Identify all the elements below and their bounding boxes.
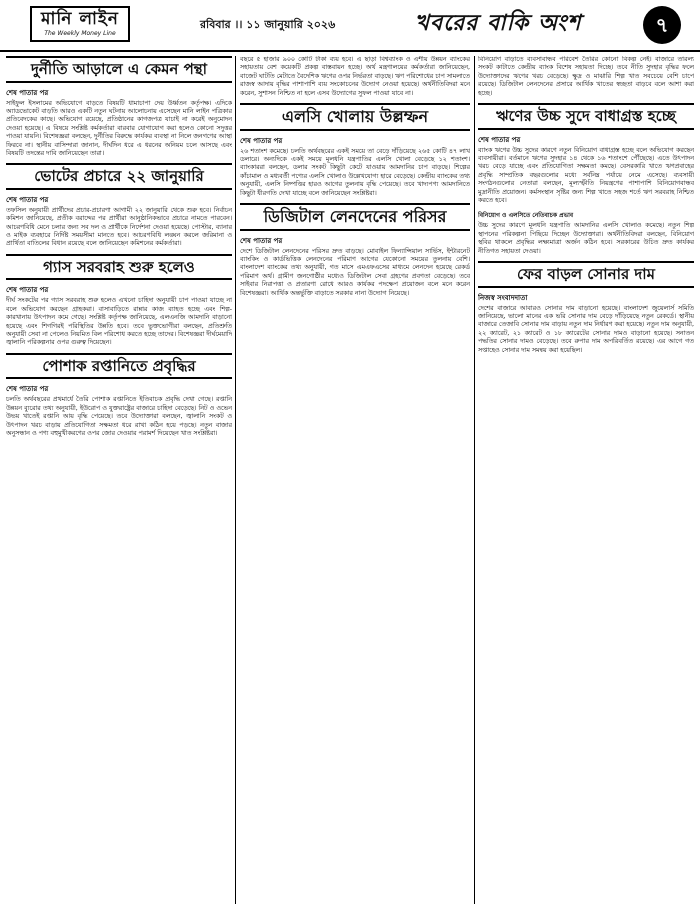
article-kicker: শেষ পাতার পর	[6, 195, 49, 204]
article-gas	[6, 254, 232, 348]
article-lc	[240, 103, 470, 198]
article-kicker: শেষ পাতার পর	[240, 236, 283, 245]
article-body: দেশে ডিজিটাল লেনদেনের পরিসর দ্রুত বাড়ছে। মোবাইল ফিন্যান্সিয়াল সার্ভিস, ইন্টারনেট ব্যাংকিং ও কার্ডভিত্তিক লেনদেনের পরিমাণ আগের যেকোনো সময়ের তুলনায় বেশি। বাংলাদেশ ব্যাংকের তথ্য অনুযায়ী, গত মাসে এমএফএসের মাধ্যমে লেনদেন হয়েছে রেকর্ড পরিমাণ অর্থ। গ্রামীণ জনগোষ্ঠীর মধ্যেও ডিজিটাল সেবা গ্রহণের প্রবণতা বেড়েছে। তবে সাইবার নিরাপত্তা ও প্রতারণা রোধে আরও কার্যকর পদক্ষেপ প্রয়োজন বলে মনে করেন বিশেষজ্ঞরা। আর্থিক অন্তর্ভুক্তি বাড়াতে সরকার নানা উদ্যোগ নিয়েছে।	[240, 247, 470, 297]
article-subhead: বিনিয়োগ ও এলসিতে নেতিবাচক প্রভাব	[478, 212, 574, 220]
column-divider	[474, 56, 475, 904]
issue-date: রবিবার ।। ১১ জানুয়ারি ২০২৬	[200, 18, 336, 31]
article-loan	[478, 103, 694, 256]
article-gold	[478, 261, 694, 355]
article-body: ব্যাংক ঋণের উচ্চ সুদের কারণে নতুন বিনিয়োগ বাধাগ্রস্ত হচ্ছে বলে অভিযোগ করছেন ব্যবসায়ীরা। বর্তমানে ঋণের সুদহার ১৪ থেকে ১৬ শতাংশে পৌঁছেছে। এতে উৎপাদন খরচ বেড়ে যাচ্ছে এবং প্রতিযোগিতা সক্ষমতা কমছে। বেসরকারি খাতে ঋণপ্রবাহের প্রবৃদ্ধি সাম্প্রতিক বছরগুলোর মধ্যে সর্বনিম্ন পর্যায়ে নেমে এসেছে। ব্যবসায়ী সংগঠনগুলোর নেতারা বলছেন, মূল্যস্ফীতি নিয়ন্ত্রণের পাশাপাশি বিনিয়োগবান্ধব মুদ্রানীতি প্রয়োজন। কর্মসংস্থান সৃষ্টির জন্য শিল্প খাতে সহজ শর্তে ঋণ সরবরাহ নিশ্চিত করতে হবে।	[478, 146, 694, 204]
article-kicker: শেষ পাতার পর	[240, 136, 283, 145]
article-continuation	[478, 56, 694, 98]
article-garments	[6, 353, 232, 439]
article-body: তফসিল অনুযায়ী প্রার্থীদের প্রচার-প্রচারণা আগামী ২২ জানুয়ারি থেকে শুরু হবে। নির্বাচন কমিশন জানিয়েছে, প্রতীক বরাদ্দের পর প্রার্থীরা আনুষ্ঠানিকভাবে প্রচারে নামতে পারবেন। আচরণবিধি মেনে চলার জন্য সব দল ও প্রার্থীকে নির্দেশনা দেওয়া হয়েছে। পোস্টার, ব্যানার ও মাইক ব্যবহারে নির্দিষ্ট সময়সীমা মানতে হবে। আচরণবিধি লঙ্ঘন করলে জরিমানা ও প্রার্থিতা বাতিলের বিধান রয়েছে বলে জানিয়েছেন কমিশনের কর্মকর্তারা।	[6, 206, 232, 248]
article-body: বিনিয়োগ বাড়াতে ব্যবসাবান্ধব পরিবেশ তৈরির কোনো বিকল্প নেই। বাজারে তারল্য সংকট কাটাতে কেন্দ্রীয় ব্যাংক বিশেষ সহায়তা দিচ্ছে। তবে নীতি সুদহার বৃদ্ধির ফলে উদ্যোক্তাদের ঋণের খরচ বেড়েছে। ক্ষুদ্র ও মাঝারি শিল্প খাত সবচেয়ে বেশি চাপে রয়েছে। ডিজিটাল লেনদেনের প্রসারে আর্থিক খাতের স্বচ্ছতা বাড়বে বলে আশা করা হচ্ছে।	[478, 56, 694, 97]
brand-name: মানি লাইন	[41, 9, 119, 29]
column-divider	[235, 56, 236, 904]
article-kicker: নিজস্ব সংবাদদাতা	[478, 293, 528, 302]
article-continuation	[240, 56, 470, 98]
article-headline: এলসি খোলায় উল্লম্ফন	[240, 103, 470, 131]
article-headline: ফের বাড়ল সোনার দাম	[478, 261, 694, 288]
masthead	[0, 0, 700, 52]
article-body: চলতি অর্থবছরের প্রথমার্ধে তৈরি পোশাক রপ্তানিতে ইতিবাচক প্রবৃদ্ধি দেখা গেছে। রপ্তানি উন্নয়ন ব্যুরোর তথ্য অনুযায়ী, ইউরোপ ও যুক্তরাষ্ট্রের বাজারে চাহিদা বেড়েছে। নিট ও ওভেন উভয় খাতেই রপ্তানি আয় বৃদ্ধি পেয়েছে। তবে উদ্যোক্তারা বলছেন, জ্বালানি সংকট ও উৎপাদন খরচ বাড়ায় প্রতিযোগিতা সক্ষমতা ধরে রাখা কঠিন হয়ে পড়ছে। নতুন বাজার অনুসন্ধান ও পণ্য বহুমুখীকরণের ওপর জোর দেওয়ার পরামর্শ দিয়েছেন খাত সংশ্লিষ্টরা।	[6, 396, 232, 437]
brand-logo	[30, 6, 130, 42]
article-kicker: শেষ পাতার পর	[6, 385, 49, 394]
article-corruption	[6, 56, 232, 158]
article-headline: পোশাক রপ্তানিতে প্রবৃদ্ধির	[6, 353, 232, 380]
article-digital	[240, 203, 470, 298]
article-body: উচ্চ সুদের কারণে মূলধনি যন্ত্রপাতি আমদানির এলসি খোলাও কমেছে। নতুন শিল্প স্থাপনের পরিকল্পনা পিছিয়ে দিচ্ছেন উদ্যোক্তারা। অর্থনীতিবিদরা বলছেন, বিনিয়োগ স্থবির থাকলে প্রবৃদ্ধির লক্ষ্যমাত্রা অর্জন কঠিন হবে। সরকারের উচিত দ্রুত কার্যকর নীতিগত সহায়তা দেওয়া।	[478, 222, 694, 255]
article-body: ২৬ শতাংশ কমেছে। চলতি অর্থবছরের একই সময়ে তা বেড়ে দাঁড়িয়েছে ২৬৫ কোটি ৪৭ লাখ ডলারে। অন্যদিকে একই সময়ে মূলধনি যন্ত্রপাতির এলসি খোলা বেড়েছে ১২ শতাংশ। ব্যাংকাররা বলছেন, ডলার সংকট কিছুটা কেটে যাওয়ায় আমদানির চাপ বাড়ছে। শিল্পের কাঁচামাল ও মধ্যবর্তী পণ্যের এলসি খোলাও উল্লেখযোগ্য হারে বেড়েছে। কেন্দ্রীয় ব্যাংকের তথ্য অনুযায়ী, এলসি নিষ্পত্তির হারও আগের তুলনায় বৃদ্ধি পেয়েছে। তবে খাদ্যপণ্য আমদানিতে কিছুটা ধীরগতি দেখা যাচ্ছে বলে জানিয়েছেন সংশ্লিষ্টরা।	[240, 147, 470, 197]
article-body: দেশের বাজারে আবারও সোনার দাম বাড়ানো হয়েছে। বাংলাদেশ জুয়েলার্স সমিতি জানিয়েছে, ভালো মানের এক ভরি সোনার দাম বেড়ে দাঁড়িয়েছে নতুন রেকর্ডে। স্থানীয় বাজারে তেজাবি সোনার দাম বাড়ায় নতুন দাম নির্ধারণ করা হয়েছে। নতুন দাম অনুযায়ী, ২২ ক্যারেট, ২১ ক্যারেট ও ১৮ ক্যারেটের সোনার দামও বাড়ানো হয়েছে। সনাতন পদ্ধতির সোনার দামও বেড়েছে। তবে রুপার দাম অপরিবর্তিত রয়েছে। এর আগে গত সপ্তাহেও সোনার দাম সমন্বয় করা হয়েছিল।	[478, 304, 694, 354]
article-headline: গ্যাস সরবরাহ শুরু হলেও	[6, 254, 232, 281]
article-headline: দুর্নীতি আড়ালে এ কেমন পন্থা	[6, 56, 232, 83]
article-body: সাইফুল ইসলামের অভিযোগে বাড়তে বিষয়টি ধামাচাপা দেয় উর্ধ্বতন কর্তৃপক্ষ। এদিকে অ্যাডভোকেট বাড়তি আরও একটি নতুন ঘটনায় আলোচনায় এসেছেন মানি লাইন পত্রিকার প্রতিবেদকের কাছে। অভিযোগ রয়েছে, প্রতিষ্ঠানের কাগজপত্র যাচাই না করেই অনুমোদন দেওয়া হয়েছে। এ বিষয়ে সংশ্লিষ্ট কর্মকর্তারা বারবার যোগাযোগ করা হলেও কোনো সদুত্তর পাওয়া যায়নি। বিশেষজ্ঞরা বলছেন, দুর্নীতির বিরুদ্ধে কার্যকর ব্যবস্থা না নিলে জনগণের আস্থা ফিরবে না। স্থানীয় বাসিন্দারা জানান, দীর্ঘদিন ধরে এ ধরনের অনিয়ম চলে আসছে এবং বিষয়টি তদন্তের দাবি জানিয়েছেন তারা।	[6, 99, 232, 157]
article-body: দীর্ঘ সংকটের পর গ্যাস সরবরাহ শুরু হলেও এখনো চাহিদা অনুযায়ী চাপ পাওয়া যাচ্ছে না বলে অভিযোগ করছেন গ্রাহকরা। বাসাবাড়িতে রান্নার কাজ ব্যাহত হচ্ছে এবং শিল্প-কারখানায় উৎপাদন কমে গেছে। সংশ্লিষ্ট কর্তৃপক্ষ জানিয়েছে, এলএনজি আমদানি বাড়ানো হয়েছে এবং শিগগিরই পরিস্থিতির উন্নতি হবে। তবে ভুক্তভোগীরা বলছেন, প্রতিশ্রুতি অনুযায়ী সেবা না পেলেও নিয়মিত বিল পরিশোধ করতে হচ্ছে তাদের। বিশেষজ্ঞরা দীর্ঘমেয়াদি জ্বালানি পরিকল্পনার ওপর গুরুত্ব দিয়েছেন।	[6, 297, 232, 347]
section-title: খবরের বাকি অংশ	[414, 11, 582, 36]
article-kicker: শেষ পাতার পর	[6, 88, 49, 97]
article-headline: ডিজিটাল লেনদেনের পরিসর	[240, 203, 470, 231]
article-election	[6, 163, 232, 249]
column-right	[478, 56, 694, 904]
page-number-badge: ৭	[643, 6, 681, 44]
article-body: বছরে ৫ হাজার ৯০০ কোটি টাকা ব্যয় হবে। এ ছাড়া বিশ্বব্যাংক ও এশীয় উন্নয়ন ব্যাংকের সহায়তায় বেশ কয়েকটি প্রকল্প বাস্তবায়ন হচ্ছে। অর্থ মন্ত্রণালয়ের কর্মকর্তারা জানিয়েছেন, বাজেট ঘাটতি মেটাতে বৈদেশিক ঋণের ওপর নির্ভরতা বাড়ছে। ঋণ পরিশোধের চাপ সামলাতে রাজস্ব আদায় বৃদ্ধির পাশাপাশি ব্যয় সংকোচনের উদ্যোগ নেওয়া হয়েছে। অর্থনীতিবিদরা মনে করেন, সুশাসন নিশ্চিত না হলে এসব উদ্যোগের সুফল পাওয়া যাবে না।	[240, 56, 470, 97]
article-headline: ভোটের প্রচারে ২২ জানুয়ারি	[6, 163, 232, 190]
article-headline: ঋণের উচ্চ সুদে বাধাগ্রস্ত হচ্ছে	[478, 103, 694, 130]
article-kicker: শেষ পাতার পর	[478, 135, 521, 144]
column-center	[240, 56, 470, 904]
brand-tagline: The Weekly Money Line	[44, 30, 116, 37]
column-left	[6, 56, 232, 904]
article-kicker: শেষ পাতার পর	[6, 286, 49, 295]
